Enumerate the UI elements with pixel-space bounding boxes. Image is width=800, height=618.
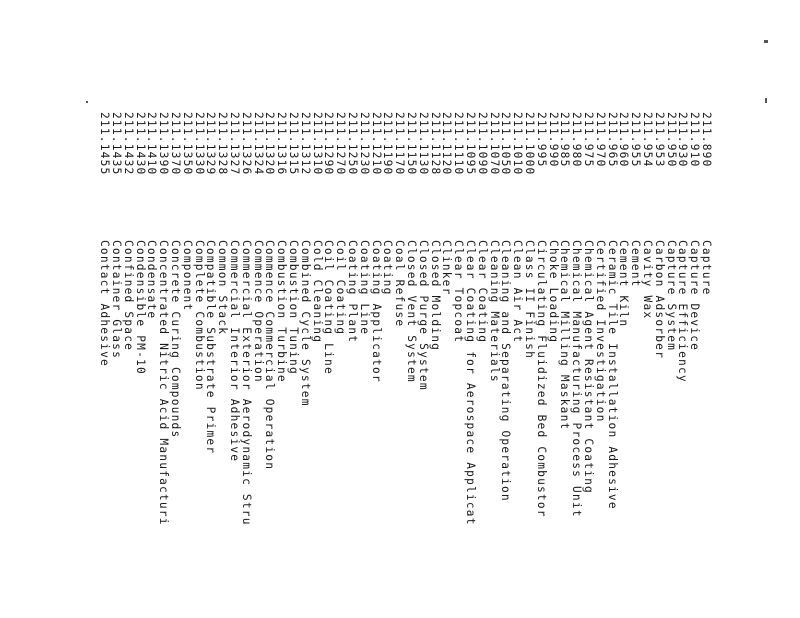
term-label: Closed Molding	[428, 240, 442, 352]
term-label: Concrete Curing Compounds	[169, 240, 182, 439]
term-label: Contact Adhesive	[98, 240, 112, 367]
term-label: Circulating Fluidized Bed Combustor	[534, 240, 548, 518]
section-number: 211.890	[700, 112, 713, 168]
section-number: 211.1432	[121, 112, 135, 176]
term-label: Choke Loading	[546, 240, 560, 344]
term-label: Clear Topcoat	[452, 240, 466, 344]
section-number: 211.1370	[169, 112, 182, 176]
term-label: Cement Kiln	[617, 240, 631, 328]
section-number: 211.1010	[511, 112, 525, 176]
section-number: 211.1328	[216, 112, 230, 176]
term-label: Concentrated Nitric Acid Manufacturi	[157, 240, 171, 526]
section-number: 211.1000	[523, 112, 536, 176]
term-label: Coating Applicator	[369, 240, 383, 383]
section-number: 211.1170	[393, 112, 407, 176]
section-number: 211.975	[582, 112, 595, 168]
term-label: Capture System	[664, 240, 678, 352]
section-number: 211.985	[558, 112, 572, 168]
section-number: 211.980	[570, 112, 584, 168]
term-label: Cold Cleaning	[310, 240, 324, 344]
section-number: 211.1190	[381, 112, 395, 176]
term-label: Chemical Milling Maskant	[558, 240, 572, 431]
term-label: Closed Vent System	[405, 240, 418, 383]
section-number: 211.1316	[275, 112, 289, 176]
term-label: Commence Operation	[251, 240, 265, 383]
section-number: 211.1324	[251, 112, 265, 176]
section-number: 211.960	[617, 112, 631, 168]
scan-speck	[86, 101, 88, 103]
section-number: 211.1315	[287, 112, 300, 176]
term-label: Common Stack	[216, 240, 230, 336]
term-label: Cement	[629, 240, 643, 288]
scan-speck	[765, 98, 767, 103]
term-label: Complete Combustion	[192, 240, 206, 391]
section-number: 211.930	[676, 112, 690, 168]
term-label: Capture Efficiency	[676, 240, 690, 383]
term-label: Combined Cycle System	[298, 240, 312, 407]
section-number: 211.1312	[298, 112, 312, 176]
term-label: Coating Line	[357, 240, 371, 336]
section-number: 211.1350	[180, 112, 194, 176]
section-number: 211.1327	[228, 112, 241, 176]
term-label: Condensate	[145, 240, 159, 320]
section-number: 211.1210	[369, 112, 383, 176]
section-number: 211.1120	[440, 112, 454, 176]
section-number: 211.970	[593, 112, 607, 168]
term-label: Capture	[700, 240, 713, 296]
section-number: 211.1455	[98, 112, 112, 176]
term-label: Clean Air Act	[511, 240, 525, 344]
term-label: Ceramic Tile Installation Adhesive	[605, 240, 619, 510]
term-label: Coil Coating	[334, 240, 348, 336]
section-number: 211.1390	[157, 112, 171, 176]
term-label: Cleaning Materials	[487, 240, 501, 383]
term-label: Chemical Agent Resistant Coating	[582, 240, 595, 494]
term-label: Combustion Tuning	[287, 240, 300, 375]
section-number: 211.1270	[334, 112, 348, 176]
section-number: 211.1435	[110, 112, 123, 176]
section-number: 211.1050	[499, 112, 513, 176]
term-label: Compatible Substrate Primer	[204, 240, 218, 455]
section-number: 211.1430	[133, 112, 147, 176]
scan-speck	[764, 40, 768, 43]
term-label: Cleaning and Separating Operation	[499, 240, 513, 502]
section-number: 211.1330	[192, 112, 206, 176]
section-number: 211.995	[534, 112, 548, 168]
section-number: 211.1095	[464, 112, 477, 176]
term-label: Container Glass	[110, 240, 123, 360]
section-number: 211.1110	[452, 112, 466, 176]
term-label: Component	[180, 240, 194, 312]
section-number: 211.954	[641, 112, 654, 168]
term-label: Coating	[381, 240, 395, 296]
section-number: 211.1250	[346, 112, 359, 176]
term-label: Clear Coating	[475, 240, 489, 344]
section-number: 211.965	[605, 112, 619, 168]
section-number: 211.1230	[357, 112, 371, 176]
term-label: Confined Space	[121, 240, 135, 352]
section-number: 211.955	[629, 112, 643, 168]
term-label: Chemical Manufacturing Process Unit	[570, 240, 584, 518]
section-number: 211.950	[664, 112, 678, 168]
term-label: Commercial Interior Adhesive	[228, 240, 241, 463]
term-label: Coal Refuse	[393, 240, 407, 328]
section-number: 211.1410	[145, 112, 159, 176]
section-number: 211.1329	[204, 112, 218, 176]
section-number: 211.1320	[263, 112, 277, 176]
section-number: 211.1130	[416, 112, 430, 176]
section-number: 211.1090	[475, 112, 489, 176]
section-number: 211.1150	[405, 112, 418, 176]
section-number: 211.990	[546, 112, 560, 168]
term-label: Cavity Wax	[641, 240, 654, 320]
section-number: 211.910	[688, 112, 702, 168]
term-label: Clinker	[440, 240, 454, 296]
term-label: Coil Coating Line	[322, 240, 336, 375]
term-label: Carbon Adsorber	[652, 240, 666, 360]
term-label: Closed Purge System	[416, 240, 430, 391]
section-number: 211.1310	[310, 112, 324, 176]
term-label: Commercial Exterior Aerodynamic Stru	[239, 240, 253, 526]
section-number: 211.953	[652, 112, 666, 168]
term-label: Clear Coating for Aerospace Applicat	[464, 240, 477, 526]
term-label: Commence Commercial Operation	[263, 240, 277, 471]
section-number: 211.1326	[239, 112, 253, 176]
section-number: 211.1290	[322, 112, 336, 176]
term-label: Combustion Turbine	[275, 240, 289, 383]
section-number: 211.1128	[428, 112, 442, 176]
term-label: Coating Plant	[346, 240, 359, 344]
section-number: 211.1070	[487, 112, 501, 176]
term-label: Certified Investigation	[593, 240, 607, 423]
term-label: Condensible PM-10	[133, 240, 147, 375]
term-label: Class II Finish	[523, 240, 536, 360]
term-label: Capture Device	[688, 240, 702, 352]
